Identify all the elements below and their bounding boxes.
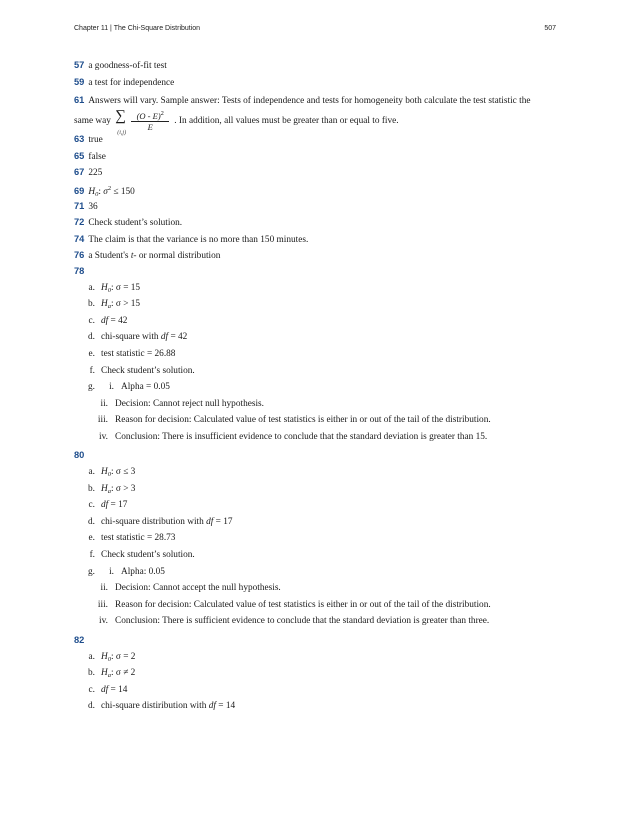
answer-number: 65 <box>74 150 85 161</box>
list-item: d. chi-square distribution with df = 17 <box>88 516 233 527</box>
list-item: a. $H_0$: σ = 15 <box>88 282 141 294</box>
answer-72 <box>74 216 558 233</box>
list-item: d. chi-square distiribution with df = 14 <box>88 701 236 712</box>
list-item: e. test statistic = 26.88 <box>88 348 176 359</box>
answer-number: 61 <box>74 95 85 106</box>
answer-text: 36 <box>88 201 98 212</box>
list-item: g. i. Alpha = 0.05 <box>88 382 170 393</box>
list-item: f. Check student’s solution. <box>89 365 195 376</box>
answer-74 <box>74 233 558 250</box>
answer-65 <box>74 150 558 167</box>
answer-text: a goodness-of-fit test <box>88 61 167 71</box>
answer-number: 57 <box>74 60 85 70</box>
answer-69: 69 $H_0$: $\sigma^2 \le 150$ <box>74 184 135 198</box>
answer-text: The claim is that the variance is no more than 150 minutes. <box>88 234 309 245</box>
list-item: iii. Reason for decision: Calculated value of test statistics is either in or out of the tail of the distribution. <box>97 599 491 610</box>
fraction <box>131 109 169 132</box>
answer-number: 67 <box>74 167 85 178</box>
answer-59 <box>74 76 558 93</box>
list-item: c. df = 17 <box>88 500 128 511</box>
page-header <box>74 25 556 37</box>
list-item: iv. Conclusion: There is insufficient evidence to conclude that the standard deviation is greater than 15. <box>99 431 488 442</box>
answer-number: 71 <box>74 200 85 211</box>
list-item: b. $H_a$: σ > 3 <box>88 483 136 495</box>
answer-number: 76 <box>74 250 85 261</box>
chi-square-formula <box>115 108 171 137</box>
answer-text-cont: same way <box>74 116 111 127</box>
answer-63 <box>74 133 558 150</box>
answer-82-heading <box>74 634 558 651</box>
answer-number: 63 <box>74 134 85 145</box>
chapter-title: Chapter 11 | The Chi-Square Distribution <box>74 25 201 32</box>
answer-76: 76 a Student's t- or normal distribution <box>74 250 221 262</box>
answer-61 <box>74 92 558 137</box>
answer-text: false <box>88 151 106 162</box>
list-item: iv. Conclusion: There is sufficient evidence to conclude that the standard deviation is greater than three. <box>99 616 490 627</box>
list-item: ii. Decision: Cannot reject null hypothesis. <box>100 398 264 409</box>
answer-78-heading <box>74 265 558 282</box>
answer-80-heading <box>74 449 558 466</box>
list-item: g. i. Alpha: 0.05 <box>88 566 165 577</box>
summation-symbol: ∑ <box>115 108 126 125</box>
fraction-denominator: E <box>147 122 153 133</box>
fraction-numerator: (O - E)$^2$ <box>131 109 169 122</box>
answer-text: 225 <box>88 168 103 179</box>
list-item: d. chi-square with df = 42 <box>88 332 188 343</box>
answer-number: 82 <box>74 635 85 645</box>
answer-67 <box>74 166 558 183</box>
answer-number: 72 <box>74 217 85 228</box>
page-number: 507 <box>544 25 556 32</box>
list-item: f. Check student’s solution. <box>89 550 195 561</box>
answer-57 <box>74 59 558 76</box>
answer-number: 80 <box>74 450 85 461</box>
answer-list <box>74 59 558 717</box>
list-item: a. $H_0$: σ ≤ 3 <box>88 467 136 479</box>
answer-number: 78 <box>74 265 85 276</box>
answer-text: true <box>88 135 103 146</box>
list-item: c. df = 42 <box>88 315 128 326</box>
list-item: a. $H_0$: σ = 2 <box>88 651 136 663</box>
answer-number: 74 <box>74 233 85 244</box>
list-item: c. df = 14 <box>88 684 128 695</box>
list-item: b. $H_a$: σ ≠ 2 <box>88 668 136 680</box>
answer-text-end: . In addition, all values must be greater than or equal to five. <box>174 116 399 127</box>
answer-text: a test for independence <box>88 77 175 88</box>
summation-index: (i,j) <box>117 130 127 137</box>
answer-number: 69 <box>74 185 85 196</box>
answer-71 <box>74 200 558 217</box>
answer-text: Answers will vary. Sample answer: Tests of independence and tests for homogeneity both calculate the test statistic the <box>88 96 531 107</box>
answer-text: Check student’s solution. <box>88 218 183 229</box>
list-item: e. test statistic = 28.73 <box>88 533 176 544</box>
answer-number: 59 <box>74 76 85 87</box>
list-item: iii. Reason for decision: Calculated value of test statistics is either in or out of the tail of the distribution. <box>97 415 491 426</box>
list-item: b. $H_a$: σ > 15 <box>88 299 141 311</box>
list-item: ii. Decision: Cannot accept the null hypothesis. <box>100 583 281 594</box>
